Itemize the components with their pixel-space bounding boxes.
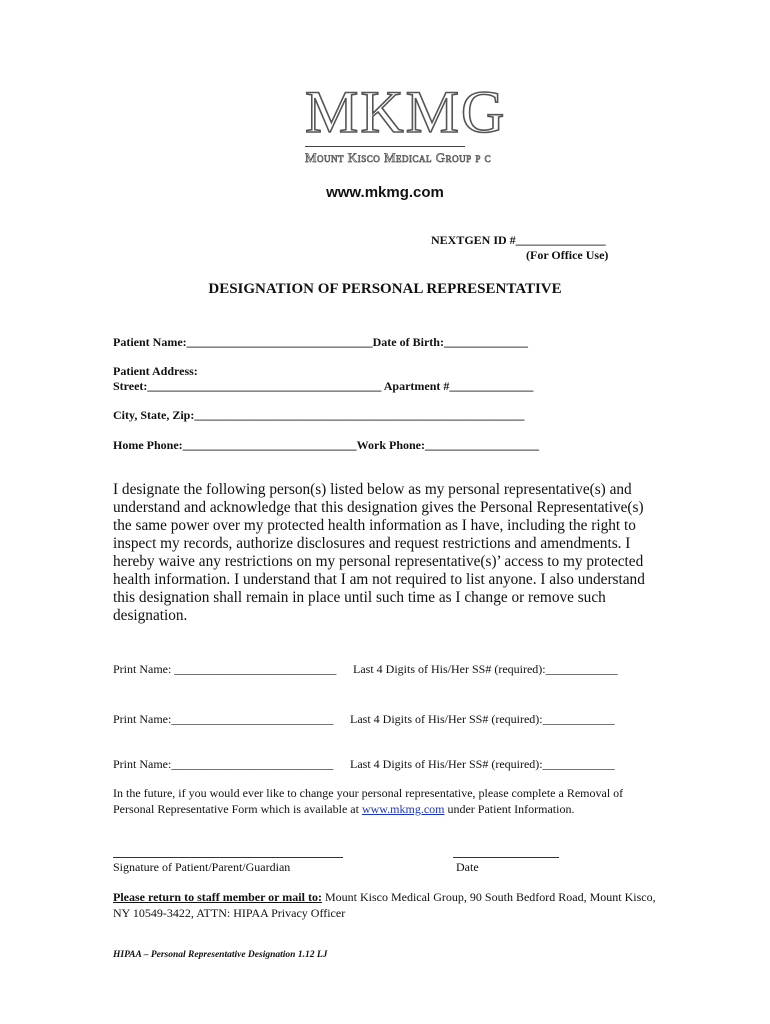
nextgen-id-field[interactable]: NEXTGEN ID #_______________ [431, 233, 606, 247]
rep-1-ssn[interactable]: Last 4 Digits of His/Her SS# (required):____________ [353, 662, 618, 676]
note-text-after: under Patient Information. [444, 802, 575, 816]
website-heading: www.mkmg.com [326, 184, 444, 201]
designation-paragraph: I designate the following person(s) listed below as my personal representative(s) and understand and acknowledge that this designation gives the Personal Representative(s) the same power over my protected health information as I have, including the right to inspect my records, authorize disclosures and request restrictions and amendments. I hereby waive any restrictions on my personal representative(s)’ access to my protected health information. I understand that I am not required to list anyone. I also understand this designation shall remain in place until such time as I change or remove such designation. [113, 481, 645, 624]
phone-fields[interactable]: Home Phone:_____________________________Work Phone:___________________ [113, 438, 539, 452]
return-label: Please return to staff member or mail to: [113, 890, 322, 904]
city-state-zip-field[interactable]: City, State, Zip:_______________________________________________________ [113, 408, 525, 422]
logo-wordmark: MKMG [305, 79, 507, 145]
logo-subtitle: Mount Kisco Medical Group p c [305, 150, 492, 165]
logo-rule [305, 146, 465, 147]
signature-label: Signature of Patient/Parent/Guardian [113, 860, 291, 874]
office-use-label: (For Office Use) [526, 248, 609, 262]
rep-1-print-name[interactable]: Print Name: ___________________________ [113, 662, 337, 676]
rep-3-ssn[interactable]: Last 4 Digits of His/Her SS# (required):____________ [350, 757, 615, 771]
footer-form-id: HIPAA – Personal Representative Designation 1.12 LJ [113, 950, 328, 960]
website-link[interactable]: www.mkmg.com [361, 802, 445, 816]
street-apartment-fields[interactable]: Street:_______________________________________ Apartment #______________ [113, 379, 534, 393]
rep-2-ssn[interactable]: Last 4 Digits of His/Her SS# (required):____________ [350, 712, 615, 726]
note-text-before: In the future, if you would ever like to change your personal representative, please complete a Removal of Personal Representative Form which is available at [113, 786, 624, 816]
date-label: Date [456, 860, 479, 874]
rep-3-print-name[interactable]: Print Name:___________________________ [113, 757, 334, 771]
document-title: DESIGNATION OF PERSONAL REPRESENTATIVE [208, 281, 562, 297]
return-instructions [113, 889, 663, 921]
rep-2-print-name[interactable]: Print Name:___________________________ [113, 712, 334, 726]
return-address: Mount Kisco Medical Group, 90 South Bedford Road, Mount Kisco, NY 10549-3422, ATTN: HIPAA Privacy Officer [113, 890, 656, 920]
patient-address-label: Patient Address: [113, 364, 198, 378]
patient-name-dob-fields[interactable]: Patient Name:_______________________________Date of Birth:______________ [113, 335, 528, 349]
future-change-note [113, 785, 663, 817]
date-line[interactable] [453, 857, 559, 858]
signature-line[interactable] [113, 857, 343, 858]
